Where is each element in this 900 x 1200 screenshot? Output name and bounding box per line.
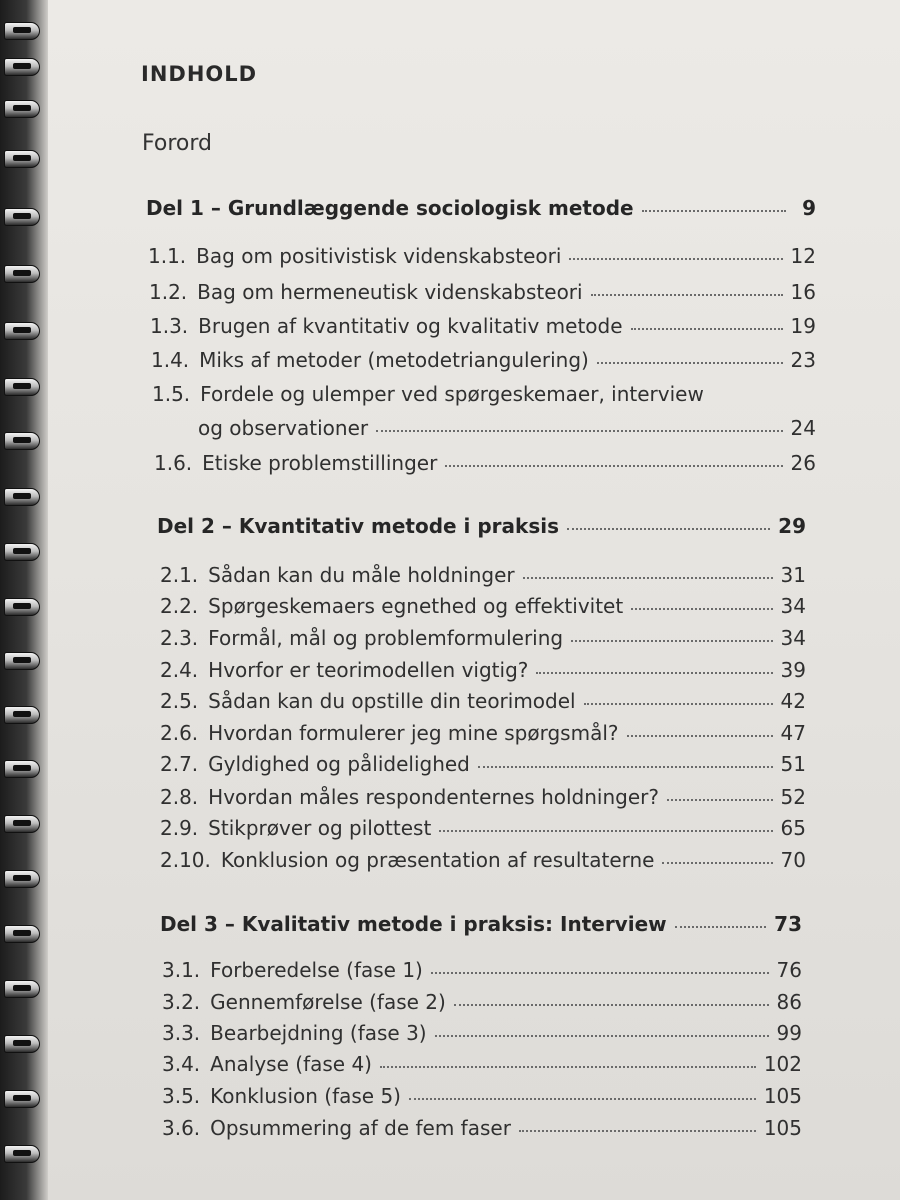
toc-entry (160, 689, 806, 713)
entry-title: Konklusion (fase 5) (210, 1084, 401, 1108)
entry-title: Spørgeskemaers egnethed og effektivitet (208, 594, 624, 618)
dot-leader (376, 430, 782, 432)
part-title: Del 3 – Kvalitativ metode i praksis: Interview (160, 912, 667, 936)
page-number: 105 (763, 1116, 802, 1140)
toc-entry (160, 658, 806, 682)
toc-entry-continuation (198, 416, 816, 440)
page-number: 99 (776, 1021, 802, 1045)
entry-number: 2.5. (160, 689, 199, 713)
toc-entry-forord: Forord (142, 131, 212, 156)
entry-title: Etiske problemstillinger (202, 451, 438, 475)
entry-title-continued: og observationer (198, 416, 369, 440)
dot-leader (454, 1004, 769, 1006)
dot-leader (569, 258, 782, 260)
entry-number: 2.8. (160, 785, 199, 809)
dot-leader (642, 210, 786, 212)
entry-title: Hvorfor er teorimodellen vigtig? (208, 658, 529, 682)
entry-number: 2.2. (160, 594, 199, 618)
page-number: 105 (763, 1084, 802, 1108)
page-number: 52 (780, 785, 806, 809)
dot-leader (571, 640, 772, 642)
entry-number: 2.1. (160, 563, 199, 587)
toc-entry (150, 314, 816, 338)
toc-entry (160, 848, 806, 872)
toc-part-3 (160, 912, 802, 936)
toc-entry (148, 244, 816, 268)
entry-number: 3.4. (162, 1052, 201, 1076)
toc-heading: INDHOLD (141, 62, 258, 86)
toc-part-2 (157, 514, 806, 538)
entry-title: Gennemførelse (fase 2) (210, 990, 446, 1014)
toc-entry (152, 382, 816, 406)
toc-entry (151, 348, 816, 372)
dot-leader (431, 972, 769, 974)
toc-entry (160, 563, 806, 587)
entry-number: 1.6. (154, 451, 193, 475)
toc-entry (162, 958, 802, 982)
toc-entry (160, 752, 806, 776)
dot-leader (567, 528, 770, 530)
page-number: 31 (780, 563, 806, 587)
dot-leader (584, 703, 773, 705)
toc-entry (160, 594, 806, 618)
entry-title: Sådan kan du opstille din teorimodel (208, 689, 576, 713)
dot-leader (478, 766, 773, 768)
dot-leader (435, 1035, 769, 1037)
toc-entry (160, 816, 806, 840)
entry-number: 3.3. (162, 1021, 201, 1045)
dot-leader (380, 1066, 756, 1068)
dot-leader (597, 362, 783, 364)
dot-leader (627, 735, 773, 737)
entry-title: Analyse (fase 4) (210, 1052, 372, 1076)
page-number: 73 (774, 912, 802, 936)
dot-leader (631, 328, 783, 330)
entry-number: 2.10. (160, 848, 211, 872)
part-title: Del 2 – Kvantitativ metode i praksis (157, 514, 559, 538)
dot-leader (675, 926, 767, 928)
page-number: 39 (780, 658, 806, 682)
entry-title: Opsummering af de fem faser (210, 1116, 511, 1140)
entry-number: 2.4. (160, 658, 199, 682)
entry-number: 3.1. (162, 958, 201, 982)
page-number: 12 (790, 244, 816, 268)
entry-title: Gyldighed og pålidelighed (208, 752, 470, 776)
page-number: 16 (790, 280, 816, 304)
toc-entry (160, 626, 806, 650)
page-number: 47 (780, 721, 806, 745)
page-number: 76 (776, 958, 802, 982)
page-number: 29 (778, 514, 806, 538)
dot-leader (519, 1130, 756, 1132)
entry-title: Formål, mål og problemformulering (208, 626, 564, 650)
entry-title: Sådan kan du måle holdninger (208, 563, 515, 587)
entry-title: Hvordan måles respondenternes holdninger? (208, 785, 659, 809)
entry-title: Bag om hermeneutisk videnskabsteori (197, 280, 583, 304)
dot-leader (523, 577, 773, 579)
toc-entry (162, 990, 802, 1014)
dot-leader (667, 799, 773, 801)
entry-number: 2.9. (160, 816, 199, 840)
entry-number: 1.4. (151, 348, 190, 372)
page-number: 34 (780, 594, 806, 618)
entry-title: Bag om positivistisk videnskabsteori (196, 244, 562, 268)
toc-entry (162, 1084, 802, 1108)
toc-entry (162, 1021, 802, 1045)
entry-number: 3.5. (162, 1084, 201, 1108)
dot-leader (445, 465, 782, 467)
toc-entry (162, 1052, 802, 1076)
entry-number: 1.5. (152, 382, 191, 406)
page-number: 19 (790, 314, 816, 338)
page-number: 34 (780, 626, 806, 650)
toc-entry (160, 785, 806, 809)
entry-title: Forberedelse (fase 1) (210, 958, 423, 982)
entry-title: Miks af metoder (metodetriangulering) (199, 348, 589, 372)
entry-title: Fordele og ulemper ved spørgeskemaer, interview (200, 382, 704, 406)
entry-number: 3.6. (162, 1116, 201, 1140)
entry-title: Brugen af kvantitativ og kvalitativ metode (198, 314, 623, 338)
entry-title: Konklusion og præsentation af resultaterne (220, 848, 655, 872)
page-number: 9 (802, 196, 816, 220)
dot-leader (409, 1098, 756, 1100)
toc-entry (154, 451, 816, 475)
page-number: 24 (790, 416, 816, 440)
toc-entry (162, 1116, 802, 1140)
entry-number: 2.7. (160, 752, 199, 776)
entry-number: 3.2. (162, 990, 201, 1014)
page-number: 51 (780, 752, 806, 776)
dot-leader (631, 608, 772, 610)
entry-number: 2.6. (160, 721, 199, 745)
dot-leader (439, 830, 772, 832)
entry-title: Bearbejdning (fase 3) (210, 1021, 427, 1045)
entry-title: Stikprøver og pilottest (208, 816, 432, 840)
toc-entry (149, 280, 816, 304)
page-number: 23 (790, 348, 816, 372)
entry-number: 1.1. (148, 244, 187, 268)
page-number: 65 (780, 816, 806, 840)
entry-number: 1.2. (149, 280, 188, 304)
page-number: 86 (776, 990, 802, 1014)
toc-part-1 (146, 196, 816, 220)
dot-leader (536, 672, 772, 674)
page-number: 102 (763, 1052, 802, 1076)
dot-leader (591, 294, 783, 296)
page-number: 42 (780, 689, 806, 713)
page-number: 26 (790, 451, 816, 475)
toc-entry (160, 721, 806, 745)
entry-number: 1.3. (150, 314, 189, 338)
entry-title: Hvordan formulerer jeg mine spørgsmål? (208, 721, 619, 745)
part-title: Del 1 – Grundlæggende sociologisk metode (146, 196, 634, 220)
entry-number: 2.3. (160, 626, 199, 650)
page-number: 70 (780, 848, 806, 872)
dot-leader (662, 862, 772, 864)
